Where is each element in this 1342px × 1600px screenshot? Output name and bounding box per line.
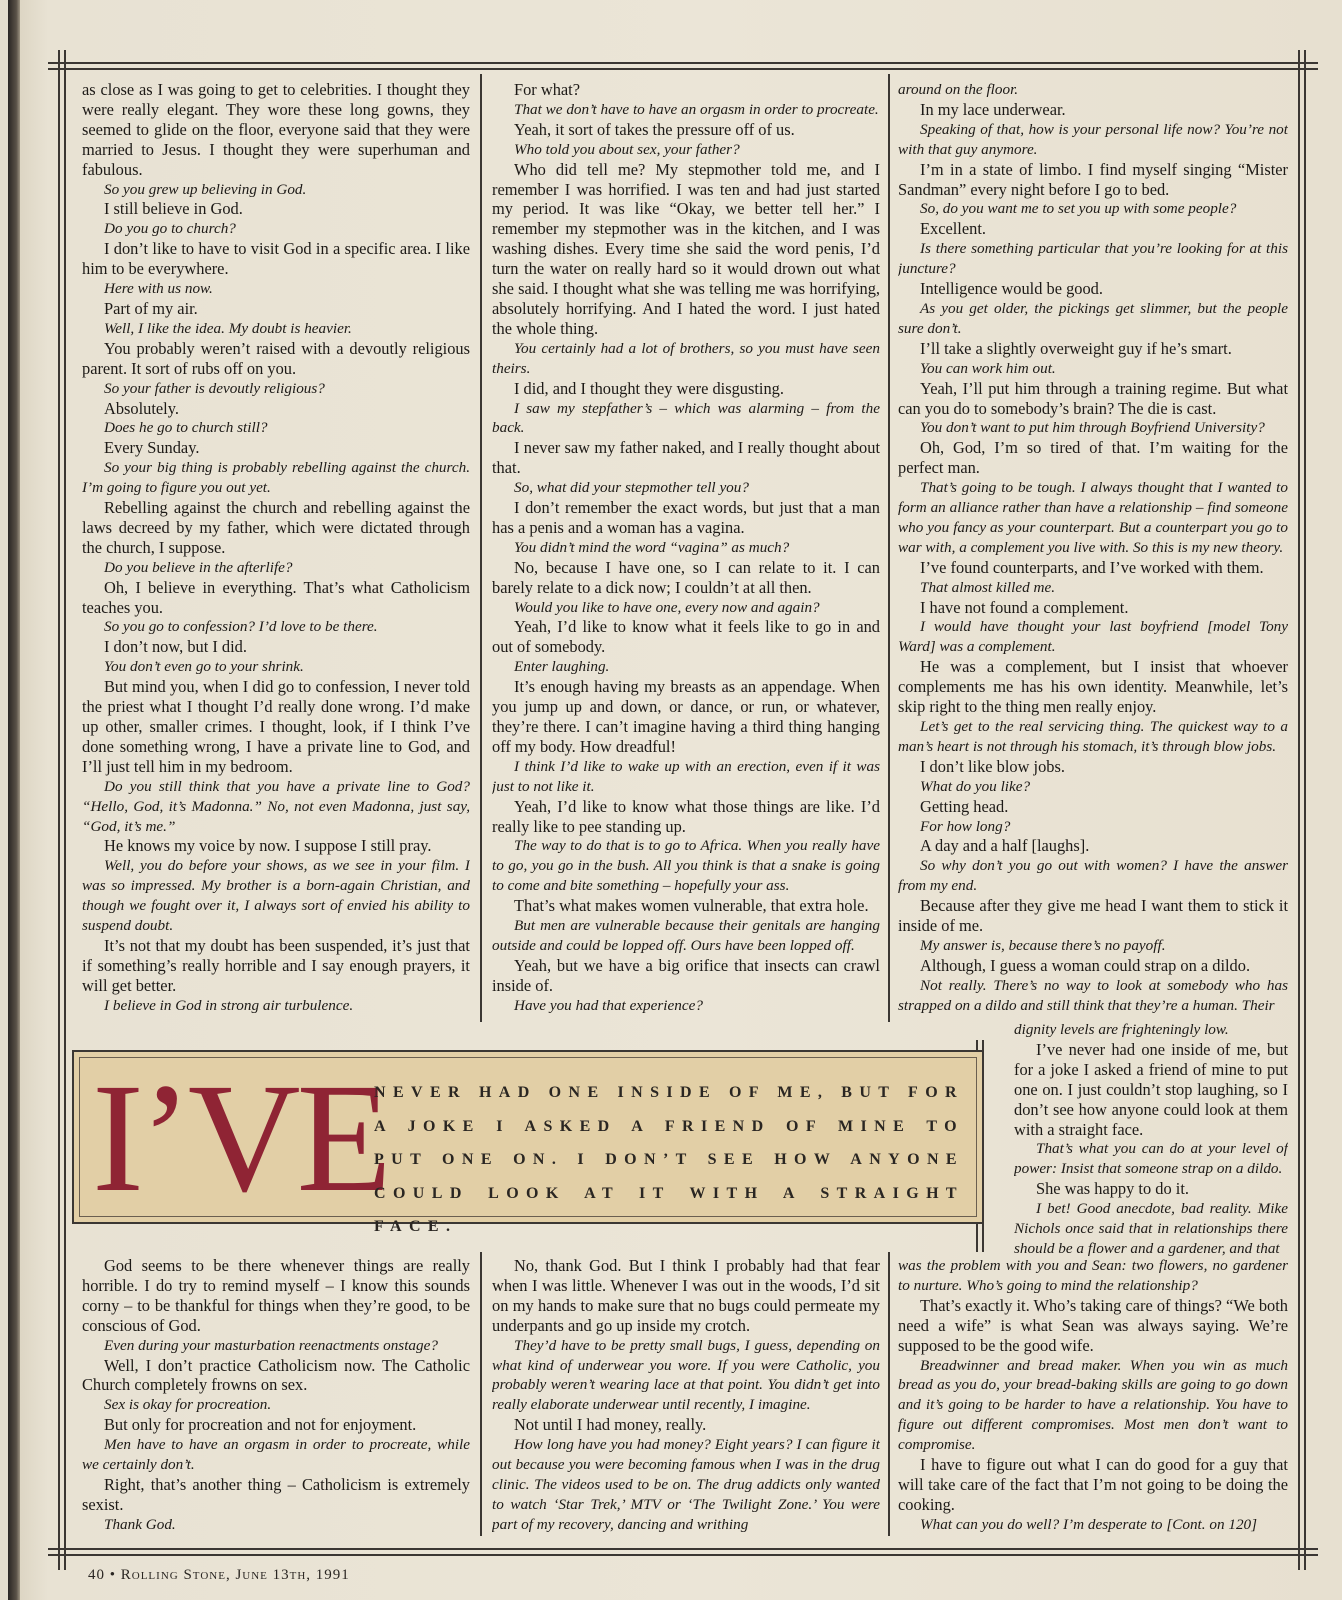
interviewer-question: So you grew up believing in God. bbox=[104, 180, 307, 198]
interviewer-question: As you get older, the pickings get slimmer, but the people sure don’t. bbox=[898, 299, 1288, 337]
interviewer-question: Who told you about sex, your father? bbox=[514, 140, 740, 158]
article-column-3-narrow bbox=[1014, 1020, 1288, 1260]
pull-quote-initial: I’VE bbox=[92, 1051, 388, 1224]
interviewer-question: What do you like? bbox=[920, 777, 1031, 795]
interviewer-question: You certainly had a lot of brothers, so you must have seen theirs. bbox=[492, 339, 880, 377]
interviewer-question: I think I’d like to wake up with an erection, even if it was just to not like it. bbox=[492, 757, 880, 795]
interviewer-question: So, do you want me to set you up with some people? bbox=[920, 200, 1237, 218]
interviewer-question: So your big thing is probably rebelling against the church. I’m going to figure you out yet. bbox=[82, 459, 470, 497]
interview-answer: Rebelling against the church and rebelling against the laws decreed by my father, which were dictated through the church, I suppose. bbox=[82, 498, 470, 557]
interviewer-question: Thank God. bbox=[104, 1515, 176, 1533]
interview-answer: Well, I don’t practice Catholicism now. The Catholic Church completely frowns on sex. bbox=[82, 1355, 470, 1395]
interview-answer: Oh, I believe in everything. That’s what Catholicism teaches you. bbox=[82, 577, 470, 617]
article-column-3-top bbox=[898, 80, 1288, 1020]
interviewer-question: was the problem with you and Sean: two flowers, no gardener to nurture. Who’s going to mind the relationship? bbox=[898, 1257, 1288, 1294]
interview-answer: I’ve never had one inside of me, but for a joke I asked a friend of mine to put one on. I just couldn’t stop laughing, so I don’t see how anyone could look at them with a straight face. bbox=[1014, 1039, 1288, 1139]
right-rule-inner bbox=[1304, 50, 1306, 1570]
column-divider-1 bbox=[480, 74, 482, 1022]
interview-answer: I don’t remember the exact words, but just that a man has a penis and a woman has a vagina. bbox=[492, 498, 880, 537]
article-column-1-bottom bbox=[82, 1256, 470, 1546]
magazine-name: Rolling Stone bbox=[120, 1567, 226, 1583]
interview-answer: I have not found a complement. bbox=[920, 597, 1129, 617]
interview-answer: You probably weren’t raised with a devoutly religious parent. It sort of rubs off on you. bbox=[82, 338, 470, 378]
interviewer-question: You don’t even go to your shrink. bbox=[104, 658, 304, 676]
interview-answer: Yeah, but we have a big orifice that insects can crawl inside of. bbox=[492, 955, 880, 995]
interview-answer: Yeah, I’d like to know what it feels like to go in and out of somebody. bbox=[492, 617, 880, 657]
left-rule-inner bbox=[64, 50, 66, 1570]
article-column-1-top bbox=[82, 80, 470, 1020]
interviewer-question: I would have thought your last boyfriend [model Tony Ward] was a complement. bbox=[898, 618, 1288, 656]
interviewer-question: Would you like to have one, every now and again? bbox=[514, 598, 820, 616]
interview-answer: Yeah, it sort of takes the pressure off of us. bbox=[514, 119, 795, 139]
interviewer-question: Well, I like the idea. My doubt is heavier. bbox=[104, 319, 352, 337]
interview-answer: For what? bbox=[514, 80, 581, 99]
interview-answer: Part of my air. bbox=[104, 298, 198, 318]
interviewer-question: Enter laughing. bbox=[514, 658, 610, 676]
interviewer-question: Sex is okay for procreation. bbox=[104, 1396, 272, 1414]
interviewer-question: Even during your masturbation reenactments onstage? bbox=[104, 1336, 438, 1354]
interview-answer: I have to figure out what I can do good for a guy that will take care of the fact that I’m not going to be doing the cooking. bbox=[898, 1455, 1288, 1514]
interviewer-question: Breadwinner and bread maker. When you win as much bread as you do, your bread-baking skills are going to go down and it’s going to be harder to have a relationship. You have to figure out different compromises. Most men don’t want to compromise. bbox=[898, 1356, 1288, 1454]
interview-answer: Who did tell me? My stepmother told me, and I remember I was horrified. I was ten and had just started my period. It was like “Okay, we better tell her.” I remember my stepmother was in the kitchen, and I was washing dishes. Every time she said the word penis, I’d turn the water on really hard so it would drown out what she said. I thought what she was telling me was horrifying, absolutely horrifying. And I hated the word. I just hated the whole thing. bbox=[492, 159, 880, 338]
interview-answer: I’ll take a slightly overweight guy if he’s smart. bbox=[920, 338, 1232, 358]
column-divider-2 bbox=[888, 74, 890, 1022]
article-column-3-bottom bbox=[898, 1256, 1288, 1546]
interview-answer: Excellent. bbox=[920, 219, 986, 239]
interviewer-question: So your father is devoutly religious? bbox=[104, 379, 325, 397]
interviewer-question: That’s going to be tough. I always thought that I wanted to form an alliance rather than have a relationship – find someone who you fancy as your counterpart. But a counterpart you go to war with, a complement you live with. So this is my new theory. bbox=[898, 479, 1288, 556]
interviewer-question: I believe in God in strong air turbulence. bbox=[104, 996, 354, 1014]
interview-answer: A day and a half [laughs]. bbox=[920, 836, 1090, 856]
issue-date: , June 13th, 1991 bbox=[225, 1567, 350, 1583]
interviewer-question: That almost killed me. bbox=[920, 578, 1055, 596]
interview-answer: That’s exactly it. Who’s taking care of things? “We both need a wife” is what Sean was always saying. We’re supposed to be the good wife. bbox=[898, 1295, 1288, 1355]
interviewer-question: So, what did your stepmother tell you? bbox=[514, 479, 749, 497]
article-column-2-top bbox=[492, 80, 880, 1020]
column-divider-3 bbox=[480, 1252, 482, 1536]
interview-answer: In my lace underwear. bbox=[920, 99, 1066, 119]
page-binding-edge bbox=[8, 0, 20, 1600]
interview-answer: God seems to be there whenever things are really horrible. I do try to remind myself – I know this sounds corny – to be thankful for things when they’re good, to be conscious of God. bbox=[82, 1256, 470, 1335]
footer-separator: • bbox=[105, 1567, 121, 1583]
interview-answer: That’s what makes women vulnerable, that extra hole. bbox=[514, 896, 869, 916]
interview-answer: Although, I guess a woman could strap on a dildo. bbox=[920, 955, 1251, 975]
interviewer-question: I bet! Good anecdote, bad reality. Mike Nichols once said that in relationships there should be a flower and a gardener, and that bbox=[1014, 1200, 1288, 1257]
interviewer-question: Well, you do before your shows, as we see in your film. I was so impressed. My brother is a born-again Christian, and though we fought over it, I always sort of envied his ability to suspend doubt. bbox=[82, 857, 470, 935]
interviewer-question: That we don’t have to have an orgasm in order to procreate. bbox=[514, 100, 879, 118]
interviewer-question: You didn’t mind the word “vagina” as much? bbox=[514, 538, 790, 556]
interviewer-question: Does he go to church still? bbox=[104, 419, 268, 437]
interview-answer: Oh, God, I’m so tired of that. I’m waiting for the perfect man. bbox=[898, 438, 1288, 478]
pull-quote-box bbox=[72, 1050, 984, 1235]
interview-answer: But mind you, when I did go to confession, I never told the priest what I thought I’d really done wrong. I’d make up other, smaller crimes. I thought, look, if I think I’ve done something wrong, I have a private line to God, and I’ll just tell him in my bedroom. bbox=[82, 677, 470, 776]
interviewer-question: Is there something particular that you’re looking for at this juncture? bbox=[898, 240, 1288, 278]
interviewer-question: dignity levels are frighteningly low. bbox=[1014, 1021, 1229, 1038]
interview-answer: I don’t like blow jobs. bbox=[920, 756, 1065, 776]
interview-answer: Getting head. bbox=[920, 796, 1009, 816]
interviewer-question: They’d have to be pretty small bugs, I guess, depending on what kind of underwear you wore. If you were Catholic, you probably weren’t wearing lace at that point. You didn’t get into really elaborate underwear until recently, I imagine. bbox=[492, 1336, 880, 1414]
left-rule bbox=[58, 50, 60, 1570]
interview-answer: He knows my voice by now. I suppose I still pray. bbox=[104, 836, 432, 856]
interviewer-question: You can work him out. bbox=[920, 359, 1056, 377]
interview-answer: I still believe in God. bbox=[104, 199, 243, 219]
interview-answer: Right, that’s another thing – Catholicism is extremely sexist. bbox=[82, 1474, 470, 1514]
interviewer-question: Not really. There’s no way to look at somebody who has strapped on a dildo and still think that they’re a human. Their bbox=[898, 976, 1288, 1014]
interview-answer: Yeah, I’d like to know what those things are like. I’d really like to pee standing up. bbox=[492, 796, 880, 836]
interview-answer: I don’t now, but I did. bbox=[104, 637, 247, 657]
interviewer-question: You don’t want to put him through Boyfriend University? bbox=[920, 419, 1265, 437]
interviewer-question: Here with us now. bbox=[104, 280, 213, 298]
interview-answer: Because after they give me head I want them to stick it inside of me. bbox=[898, 896, 1288, 936]
interviewer-question: Do you believe in the afterlife? bbox=[104, 558, 293, 576]
interview-answer: Yeah, I’ll put him through a training regime. But what can you do to somebody’s brain? The die is cast. bbox=[898, 378, 1288, 418]
top-rule-inner bbox=[48, 68, 1318, 70]
page-footer bbox=[88, 1567, 350, 1584]
interviewer-question: For how long? bbox=[920, 817, 1011, 835]
bottom-rule bbox=[48, 1548, 1318, 1550]
interview-answer: Not until I had money, really. bbox=[514, 1415, 707, 1435]
interviewer-question: Have you had that experience? bbox=[514, 996, 703, 1014]
interviewer-question: Let’s get to the real servicing thing. The quickest way to a man’s heart is not through his stomach, it’s through blow jobs. bbox=[898, 718, 1288, 755]
interview-answer: No, because I have one, so I can relate to it. I can barely relate to a dick now; I couldn’t at all then. bbox=[492, 557, 880, 597]
article-column-2-bottom bbox=[492, 1256, 880, 1546]
interviewer-question: So why don’t you go out with women? I have the answer from my end. bbox=[898, 857, 1288, 895]
interviewer-question: So you go to confession? I’d love to be there. bbox=[104, 618, 378, 636]
magazine-page bbox=[8, 0, 1342, 1600]
interviewer-question: around on the floor. bbox=[898, 81, 1019, 98]
interviewer-question: Do you still think that you have a private line to God? “Hello, God, it’s Madonna.” No, not even Madonna, just say, “God, it’s me.” bbox=[82, 777, 470, 835]
right-rule bbox=[1298, 50, 1300, 1570]
interview-answer: No, thank God. But I think I probably had that fear when I was little. Whenever I was out in the woods, I’d sit on my hands to make sure that no bugs could permeate my underpants and go up inside my crotch. bbox=[492, 1256, 880, 1335]
interview-answer: But only for procreation and not for enjoyment. bbox=[104, 1415, 417, 1435]
interview-answer: It’s not that my doubt has been suspended, it’s just that if something’s really horrible and I say enough prayers, it will get better. bbox=[82, 935, 470, 995]
interview-answer: I’ve found counterparts, and I’ve worked with them. bbox=[920, 557, 1264, 577]
interviewer-question: That’s what you can do at your level of power: Insist that someone strap on a dildo. bbox=[1014, 1140, 1288, 1178]
top-rule bbox=[48, 62, 1318, 64]
interview-answer: Absolutely. bbox=[104, 398, 179, 418]
interview-answer: Intelligence would be good. bbox=[920, 279, 1103, 299]
interviewer-question: Do you go to church? bbox=[104, 220, 236, 238]
interview-answer: I did, and I thought they were disgusting. bbox=[514, 378, 784, 398]
interview-answer: as close as I was going to get to celebrities. I thought they were really elegant. They wore these long gowns, they seemed to glide on the floor, everyone said that they were married to Jesus. I thought they were superhuman and fabulous. bbox=[82, 80, 470, 179]
interview-answer: I never saw my father naked, and I really thought about that. bbox=[492, 438, 880, 478]
interview-answer: She was happy to do it. bbox=[1036, 1179, 1189, 1199]
interviewer-question: How long have you had money? Eight years? I can figure it out because you were becoming famous when I was in the drug clinic. The videos used to be on. The drug addicts only wanted to watch ‘Star Trek,’ MTV or ‘The Twilight Zone.’ You were part of my recovery, dancing and writhing bbox=[492, 1436, 880, 1533]
interviewer-question: The way to do that is to go to Africa. When you really have to go, you go in the bush. All you think is that a snake is going to come and bite something – hopefully your ass. bbox=[492, 837, 880, 895]
interview-answer: Every Sunday. bbox=[104, 438, 200, 458]
interviewer-question: My answer is, because there’s no payoff. bbox=[920, 936, 1166, 954]
interview-answer: He was a complement, but I insist that whoever complements me has his own identity. Meanwhile, let’s skip right to the thing men really enjoy. bbox=[898, 657, 1288, 717]
interview-answer: It’s enough having my breasts as an appendage. When you jump up and down, or dance, or run, or whatever, they’re there. I can’t imagine having a third thing hanging off my body. How dreadful! bbox=[492, 677, 880, 756]
interviewer-question: Speaking of that, how is your personal life now? You’re not with that guy anymore. bbox=[898, 120, 1288, 158]
interview-answer: I’m in a state of limbo. I find myself singing “Mister Sandman” every night before I go to bed. bbox=[898, 159, 1288, 199]
column-divider-4 bbox=[888, 1252, 890, 1536]
interviewer-question: What can you do well? I’m desperate to [Cont. on 120] bbox=[920, 1515, 1258, 1533]
bottom-rule-inner bbox=[48, 1554, 1318, 1556]
interviewer-question: But men are vulnerable because their genitals are hanging outside and could be lopped off. Ours have been lopped off. bbox=[492, 917, 880, 954]
interviewer-question: I saw my stepfather’s – which was alarming – from the back. bbox=[492, 399, 880, 437]
pull-quote-text: NEVER HAD ONE INSIDE OF ME, BUT FOR A JOKE I ASKED A FRIEND OF MINE TO PUT ONE ON. I DON’T SEE HOW ANYONE COULD LOOK AT IT WITH A STRAIGHT FACE. bbox=[374, 1084, 964, 1235]
interview-answer: I don’t like to have to visit God in a specific area. I like him to be everywhere. bbox=[82, 239, 470, 279]
interviewer-question: Men have to have an orgasm in order to procreate, while we certainly don’t. bbox=[82, 1436, 470, 1474]
page-number: 40 bbox=[88, 1567, 105, 1583]
